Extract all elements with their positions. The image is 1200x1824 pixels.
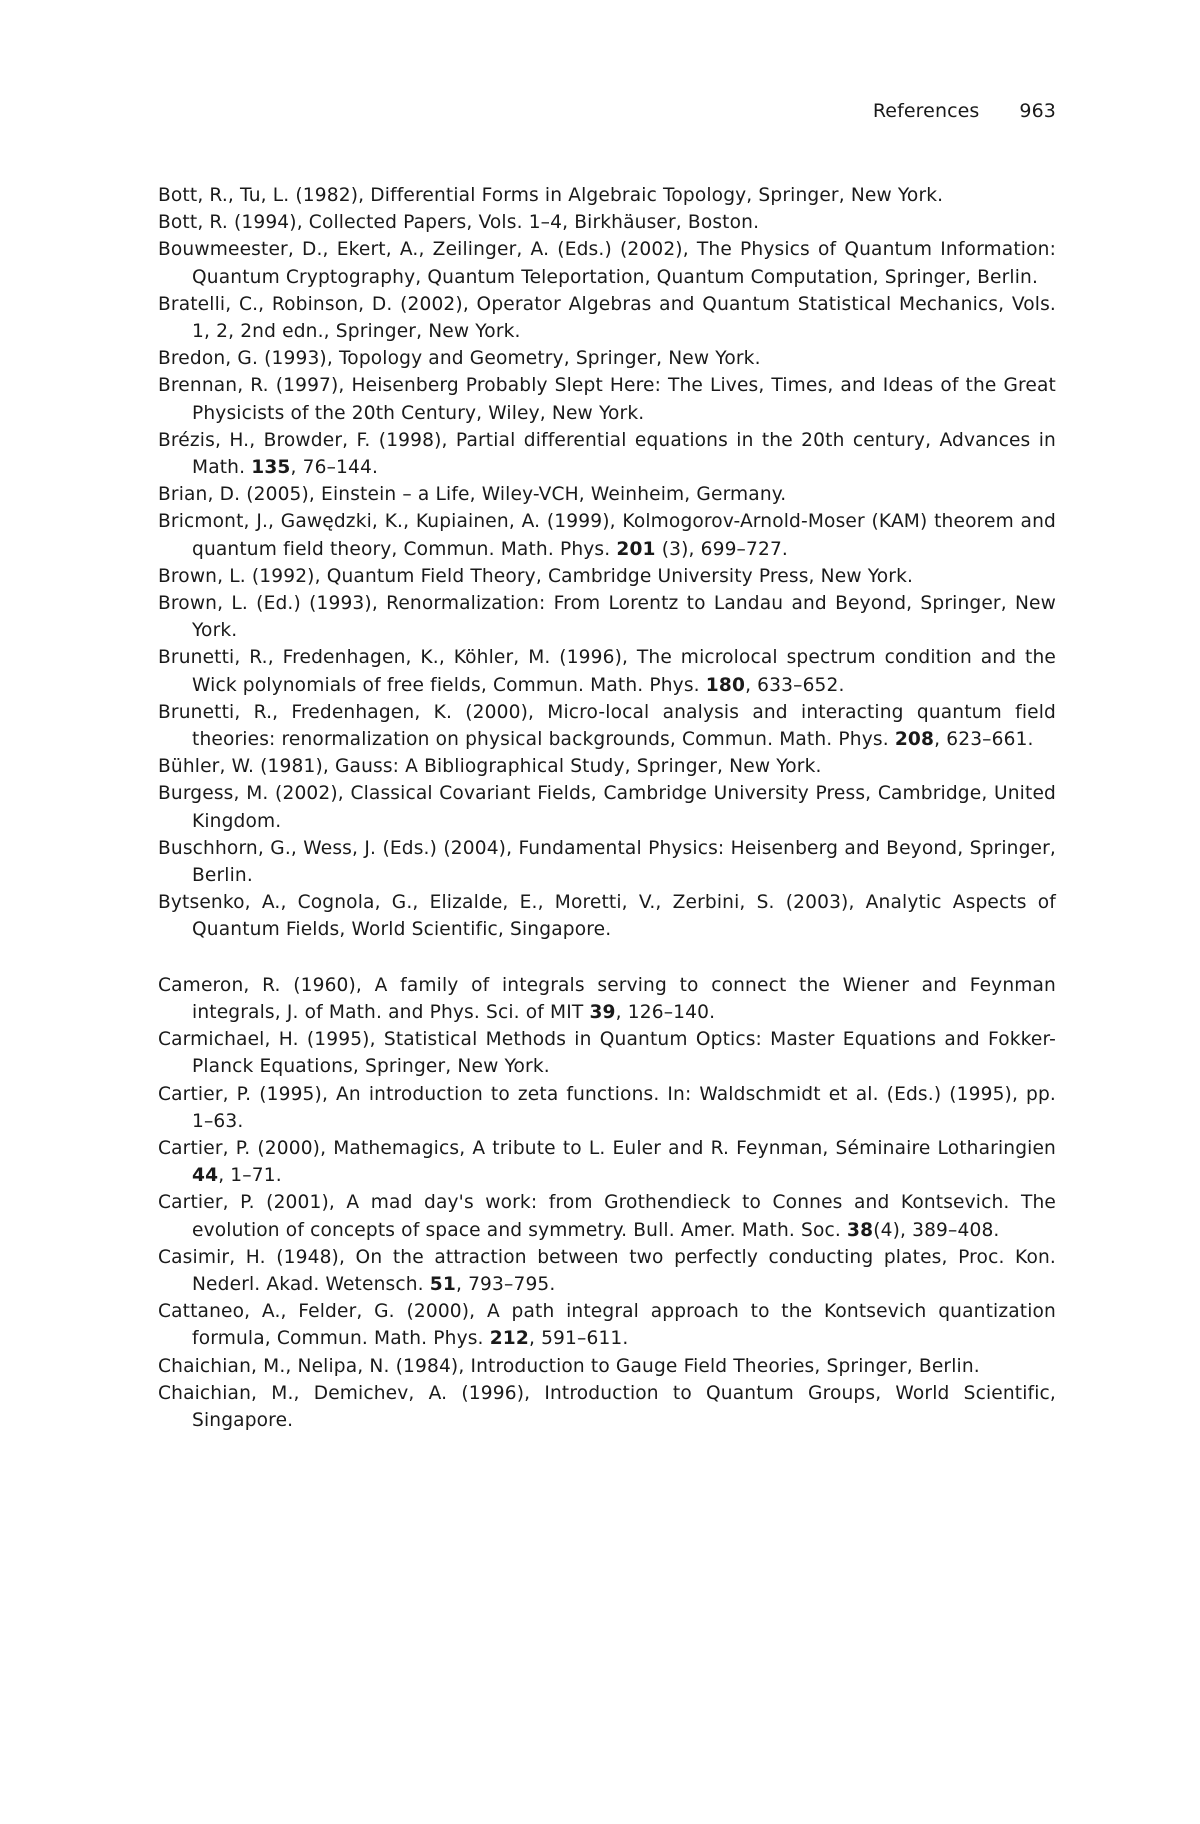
reference-text-end: , 793–795. bbox=[455, 1273, 556, 1295]
reference-text: Bott, R., Tu, L. (1982), Differential Forms in Algebraic Topology, Springer, New York. bbox=[158, 185, 944, 206]
reference-text: Cartier, P. (2000), Mathemagics, A tribute to L. Euler and R. Feynman, Séminaire Lotharingien bbox=[158, 1137, 1056, 1159]
reference-text: Burgess, M. (2002), Classical Covariant Fields, Cambridge University Press, Cambridge, United Kingdom. bbox=[158, 783, 1056, 832]
reference-text: Carmichael, H. (1995), Statistical Methods in Quantum Optics: Master Equations and Fokker-Planck Equations, Springer, New York. bbox=[158, 1029, 1056, 1078]
reference-entry bbox=[158, 835, 1056, 889]
reference-entry bbox=[158, 345, 1056, 372]
reference-text-end: (3), 699–727. bbox=[655, 538, 788, 560]
running-head bbox=[873, 100, 1056, 122]
volume-number: 38 bbox=[847, 1219, 874, 1241]
reference-text: Chaichian, M., Demichev, A. (1996), Introduction to Quantum Groups, World Scientific, Singapore. bbox=[158, 1382, 1056, 1431]
reference-entry bbox=[158, 1189, 1056, 1243]
reference-entry bbox=[158, 291, 1056, 345]
reference-text: Bühler, W. (1981), Gauss: A Bibliographical Study, Springer, New York. bbox=[158, 756, 822, 778]
reference-entry bbox=[158, 1353, 1056, 1380]
volume-number: 135 bbox=[251, 457, 291, 479]
reference-text-end: , 1–71. bbox=[218, 1165, 282, 1187]
reference-entry bbox=[158, 753, 1056, 780]
volume-number: 180 bbox=[705, 674, 746, 696]
reference-text: Cartier, P. (2001), A mad day's work: from Grothendieck to Connes and Kontsevich. The evolution of concepts of space and symmetry. Bull. Amer. Math. Soc. bbox=[158, 1192, 1056, 1241]
reference-text: Cartier, P. (1995), An introduction to zeta functions. In: Waldschmidt et al. (Eds.) (1995), pp. 1–63. bbox=[158, 1083, 1056, 1132]
reference-entry bbox=[158, 427, 1056, 481]
reference-entry bbox=[158, 1026, 1056, 1080]
reference-entry bbox=[158, 236, 1056, 290]
reference-text: Cattaneo, A., Felder, G. (2000), A path integral approach to the Kontsevich quantization formula, Commun. Math. Phys. bbox=[158, 1301, 1056, 1350]
reference-text: Brunetti, R., Fredenhagen, K., Köhler, M. (1996), The microlocal spectrum condition and the Wick polynomials of free fields, Commun. Math. Phys. bbox=[158, 647, 1056, 696]
reference-entry bbox=[158, 1298, 1056, 1352]
volume-number: 208 bbox=[894, 729, 935, 751]
reference-entry bbox=[158, 481, 1056, 508]
reference-text: Bratelli, C., Robinson, D. (2002), Operator Algebras and Quantum Statistical Mechanics, Vols. 1, 2, 2nd edn., Springer, New York. bbox=[158, 293, 1056, 343]
reference-text-end: (4), 389–408. bbox=[873, 1219, 1000, 1241]
reference-text: Chaichian, M., Nelipa, N. (1984), Introduction to Gauge Field Theories, Springer, Berlin. bbox=[158, 1355, 980, 1377]
page-number: 963 bbox=[1019, 100, 1056, 122]
reference-text: Brennan, R. (1997), Heisenberg Probably Slept Here: The Lives, Times, and Ideas of the Great Physicists of the 20th Century, Wiley, New York. bbox=[158, 375, 1056, 424]
reference-entry bbox=[158, 699, 1056, 753]
reference-text: Bricmont, J., Gawędzki, K., Kupiainen, A. (1999), Kolmogorov-Arnold-Moser (KAM) theorem and quantum field theory, Commun. Math. Phys. bbox=[158, 511, 1056, 560]
volume-number: 39 bbox=[589, 1001, 616, 1023]
reference-text: Casimir, H. (1948), On the attraction between two perfectly conducting plates, Proc. Kon. Nederl. Akad. Wetensch. bbox=[158, 1246, 1056, 1295]
reference-text: Brunetti, R., Fredenhagen, K. (2000), Micro-local analysis and interacting quantum field theories: renormalization on physical backgrounds, Commun. Math. Phys. bbox=[158, 701, 1056, 751]
reference-group-b bbox=[158, 182, 1056, 944]
volume-number: 44 bbox=[192, 1165, 219, 1187]
reference-text-end: , 591–611. bbox=[528, 1328, 629, 1350]
volume-number: 212 bbox=[489, 1328, 529, 1350]
reference-text: Cameron, R. (1960), A family of integrals serving to connect the Wiener and Feynman integrals, J. of Math. and Phys. Sci. of MIT bbox=[158, 974, 1056, 1023]
reference-entry bbox=[158, 889, 1056, 943]
reference-entry bbox=[158, 563, 1056, 590]
volume-number: 201 bbox=[616, 538, 656, 560]
reference-entry bbox=[158, 1380, 1056, 1434]
reference-text: Brown, L. (Ed.) (1993), Renormalization: From Lorentz to Landau and Beyond, Springer, New York. bbox=[158, 593, 1056, 642]
reference-text-end: , 76–144. bbox=[290, 457, 379, 479]
reference-entry bbox=[158, 372, 1056, 426]
reference-entry bbox=[158, 508, 1056, 562]
reference-list bbox=[158, 182, 1056, 1434]
reference-text-end: , 623–661. bbox=[934, 729, 1034, 751]
reference-entry bbox=[158, 1081, 1056, 1135]
reference-text: Bytsenko, A., Cognola, G., Elizalde, E., Moretti, V., Zerbini, S. (2003), Analytic Aspects of Quantum Fields, World Scientific, Singapore. bbox=[158, 892, 1056, 941]
reference-text: Brown, L. (1992), Quantum Field Theory, Cambridge University Press, New York. bbox=[158, 565, 914, 587]
reference-text: Bott, R. (1994), Collected Papers, Vols. 1–4, Birkhäuser, Boston. bbox=[158, 212, 760, 234]
reference-group-c bbox=[158, 972, 1056, 1434]
reference-text: Bredon, G. (1993), Topology and Geometry, Springer, New York. bbox=[158, 348, 761, 370]
reference-entry bbox=[158, 590, 1056, 644]
reference-text-end: , 126–140. bbox=[615, 1001, 716, 1023]
reference-entry bbox=[158, 780, 1056, 834]
reference-entry bbox=[158, 1135, 1056, 1189]
reference-text: Bouwmeester, D., Ekert, A., Zeilinger, A. (Eds.) (2002), The Physics of Quantum Information: Quantum Cryptography, Quantum Teleportation, Quantum Computation, Springer, Berlin. bbox=[158, 239, 1056, 288]
reference-text: Buschhorn, G., Wess, J. (Eds.) (2004), Fundamental Physics: Heisenberg and Beyond, Springer, Berlin. bbox=[158, 837, 1056, 887]
section-title: References bbox=[872, 100, 980, 122]
reference-entry bbox=[158, 182, 1056, 209]
reference-entry bbox=[158, 644, 1056, 698]
reference-text-end: , 633–652. bbox=[745, 674, 845, 696]
reference-text: Brian, D. (2005), Einstein – a Life, Wiley-VCH, Weinheim, Germany. bbox=[158, 484, 787, 506]
reference-text: Brézis, H., Browder, F. (1998), Partial differential equations in the 20th century, Advances in Math. bbox=[158, 429, 1056, 479]
reference-entry bbox=[158, 972, 1056, 1026]
reference-entry bbox=[158, 209, 1056, 236]
reference-entry bbox=[158, 1244, 1056, 1298]
volume-number: 51 bbox=[429, 1273, 456, 1295]
